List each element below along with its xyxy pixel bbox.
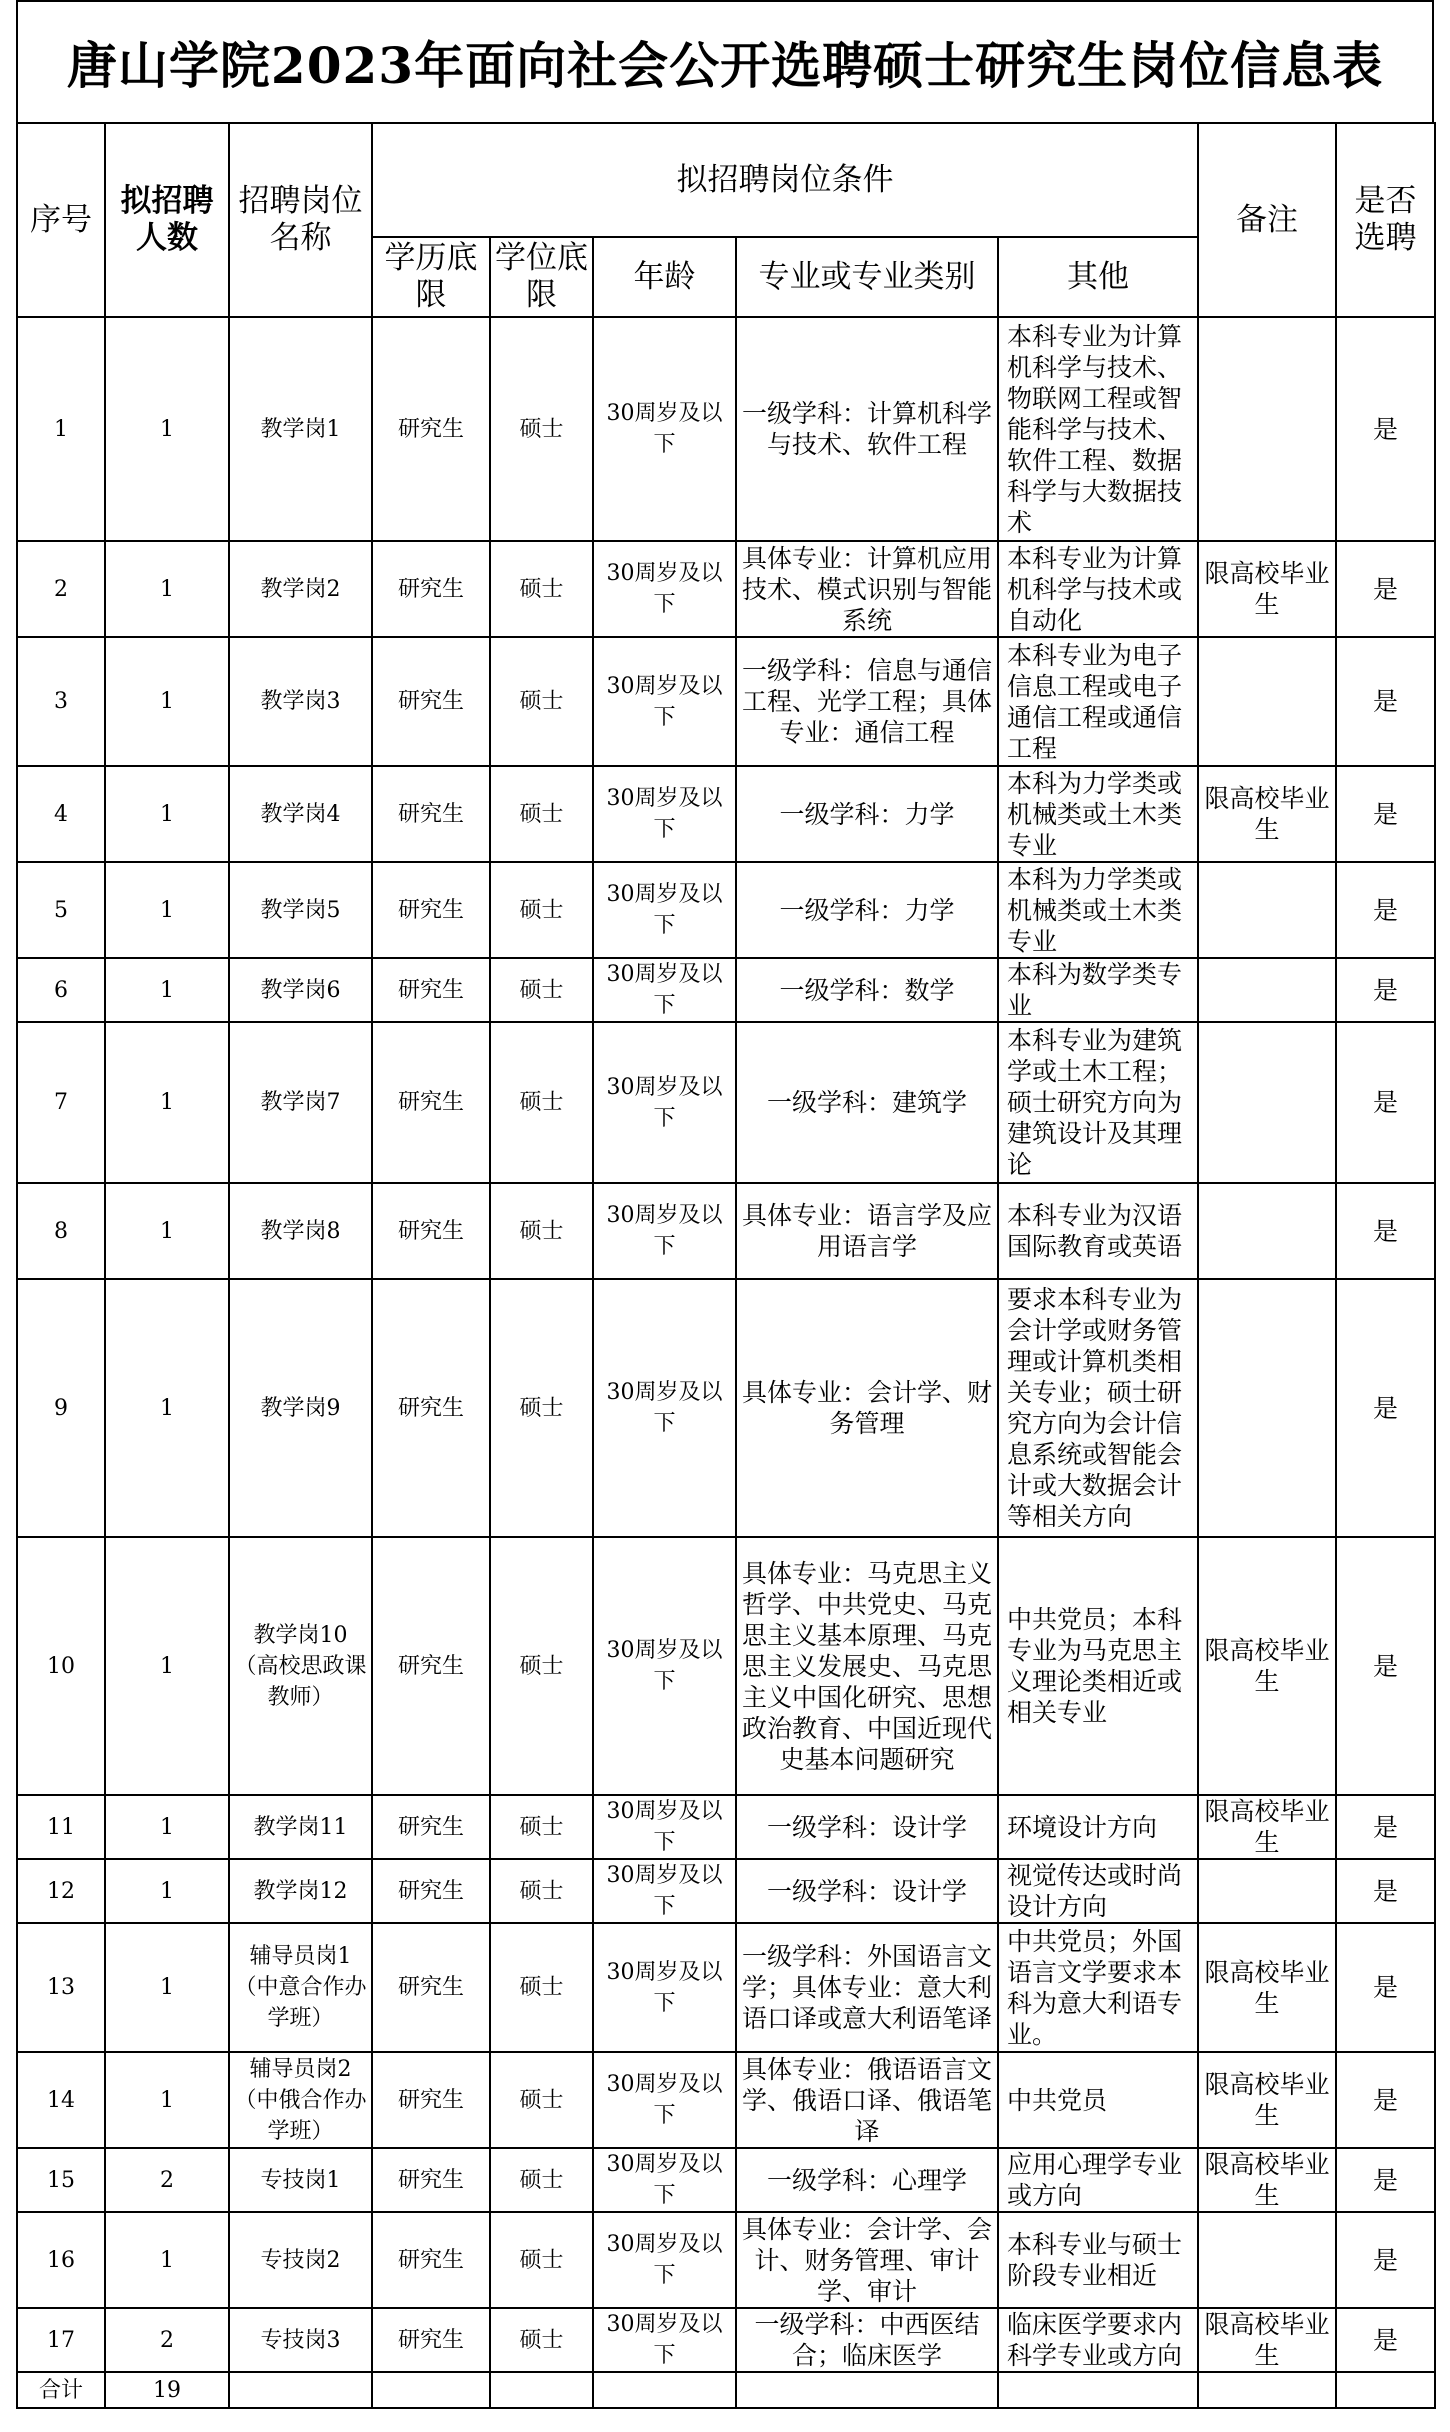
row-selected: 是 [1336,1537,1435,1795]
row-other: 应用心理学专业或方向 [998,2148,1198,2212]
row-seq: 9 [17,1279,105,1537]
row-count: 1 [105,1183,229,1279]
row-other: 本科专业为建筑学或土木工程；硕士研究方向为建筑设计及其理论 [998,1022,1198,1183]
row-remarks: 限高校毕业生 [1198,766,1336,862]
row-position: 专技岗2 [229,2212,372,2308]
table-row [17,2052,1435,2148]
row-degree: 硕士 [490,1183,593,1279]
row-seq: 14 [17,2052,105,2148]
table-row [17,1022,1435,1183]
row-education: 研究生 [372,2308,490,2372]
row-position: 教学岗10（高校思政课教师） [229,1537,372,1795]
row-age: 30周岁及以下 [593,958,736,1022]
row-degree: 硕士 [490,1022,593,1183]
row-position: 教学岗6 [229,958,372,1022]
row-age: 30周岁及以下 [593,1795,736,1859]
row-major: 具体专业：会计学、会计、财务管理、审计学、审计 [736,2212,998,2308]
header-remarks: 备注 [1198,123,1336,317]
row-position: 教学岗5 [229,862,372,958]
row-education: 研究生 [372,862,490,958]
row-remarks: 限高校毕业生 [1198,2308,1336,2372]
row-count: 1 [105,1279,229,1537]
row-remarks: 限高校毕业生 [1198,1795,1336,1859]
page-title: 唐山学院2023年面向社会公开选聘硕士研究生岗位信息表 [16,0,1434,122]
table-row [17,958,1435,1022]
row-degree: 硕士 [490,1279,593,1537]
row-other: 本科专业为计算机科学与技术或自动化 [998,541,1198,637]
row-degree: 硕士 [490,1923,593,2052]
table-row [17,2148,1435,2212]
row-other: 本科为力学类或机械类或土木类专业 [998,766,1198,862]
row-major: 具体专业：俄语语言文学、俄语口译、俄语笔译 [736,2052,998,2148]
row-selected: 是 [1336,2308,1435,2372]
row-remarks [1198,958,1336,1022]
row-age: 30周岁及以下 [593,2212,736,2308]
row-education: 研究生 [372,1923,490,2052]
row-remarks: 限高校毕业生 [1198,2148,1336,2212]
row-other: 中共党员 [998,2052,1198,2148]
row-age: 30周岁及以下 [593,1022,736,1183]
row-selected: 是 [1336,2212,1435,2308]
row-seq: 8 [17,1183,105,1279]
row-age: 30周岁及以下 [593,1279,736,1537]
row-count: 1 [105,1537,229,1795]
row-seq: 17 [17,2308,105,2372]
row-age: 30周岁及以下 [593,766,736,862]
header-seq: 序号 [17,123,105,317]
row-other: 本科为力学类或机械类或土木类专业 [998,862,1198,958]
row-education: 研究生 [372,1279,490,1537]
row-count: 1 [105,541,229,637]
row-remarks [1198,1859,1336,1923]
row-remarks: 限高校毕业生 [1198,1537,1336,1795]
position-info-sheet [16,0,1434,2409]
row-education: 研究生 [372,317,490,541]
row-major: 一级学科：心理学 [736,2148,998,2212]
row-count: 1 [105,1022,229,1183]
row-degree: 硕士 [490,2148,593,2212]
row-degree: 硕士 [490,1859,593,1923]
row-age: 30周岁及以下 [593,1923,736,2052]
row-age: 30周岁及以下 [593,2308,736,2372]
header-education: 学历底限 [372,237,490,317]
row-major: 具体专业：计算机应用技术、模式识别与智能系统 [736,541,998,637]
row-major: 具体专业：会计学、财务管理 [736,1279,998,1537]
row-other: 环境设计方向 [998,1795,1198,1859]
row-selected: 是 [1336,1923,1435,2052]
table-row [17,1279,1435,1537]
total-empty [736,2372,998,2408]
row-selected: 是 [1336,1183,1435,1279]
total-empty [490,2372,593,2408]
row-selected: 是 [1336,2148,1435,2212]
table-row [17,2308,1435,2372]
row-position: 教学岗1 [229,317,372,541]
positions-table [16,122,1436,2409]
row-position: 教学岗4 [229,766,372,862]
header-count: 拟招聘人数 [105,123,229,317]
row-degree: 硕士 [490,2212,593,2308]
row-position: 教学岗7 [229,1022,372,1183]
row-position: 专技岗3 [229,2308,372,2372]
row-count: 1 [105,317,229,541]
row-position: 教学岗9 [229,1279,372,1537]
row-age: 30周岁及以下 [593,862,736,958]
total-count: 19 [105,2372,229,2408]
row-major: 一级学科：设计学 [736,1859,998,1923]
header-position: 招聘岗位名称 [229,123,372,317]
row-age: 30周岁及以下 [593,637,736,766]
row-major: 一级学科：信息与通信工程、光学工程；具体专业：通信工程 [736,637,998,766]
row-other: 要求本科专业为会计学或财务管理或计算机类相关专业；硕士研究方向为会计信息系统或智能会计或大数据会计等相关方向 [998,1279,1198,1537]
table-row [17,766,1435,862]
row-education: 研究生 [372,1795,490,1859]
row-other: 视觉传达或时尚设计方向 [998,1859,1198,1923]
row-position: 教学岗8 [229,1183,372,1279]
row-selected: 是 [1336,2052,1435,2148]
row-selected: 是 [1336,1795,1435,1859]
row-seq: 15 [17,2148,105,2212]
row-selected: 是 [1336,317,1435,541]
row-seq: 3 [17,637,105,766]
row-selected: 是 [1336,1022,1435,1183]
row-degree: 硕士 [490,862,593,958]
row-education: 研究生 [372,2212,490,2308]
row-age: 30周岁及以下 [593,541,736,637]
row-other: 本科专业为计算机科学与技术、物联网工程或智能科学与技术、软件工程、数据科学与大数据技术 [998,317,1198,541]
table-row [17,637,1435,766]
table-row [17,1923,1435,2052]
row-other: 中共党员；本科专业为马克思主义理论类相近或相关专业 [998,1537,1198,1795]
row-remarks [1198,1022,1336,1183]
row-remarks [1198,637,1336,766]
row-major: 一级学科：数学 [736,958,998,1022]
row-degree: 硕士 [490,958,593,1022]
row-major: 一级学科：力学 [736,862,998,958]
row-selected: 是 [1336,1859,1435,1923]
header-major: 专业或专业类别 [736,237,998,317]
row-education: 研究生 [372,2148,490,2212]
row-major: 一级学科：计算机科学与技术、软件工程 [736,317,998,541]
table-row [17,317,1435,541]
row-remarks [1198,317,1336,541]
row-age: 30周岁及以下 [593,2148,736,2212]
row-count: 1 [105,862,229,958]
row-major: 具体专业：语言学及应用语言学 [736,1183,998,1279]
row-other: 中共党员；外国语言文学要求本科为意大利语专业。 [998,1923,1198,2052]
row-major: 一级学科：力学 [736,766,998,862]
row-count: 1 [105,1795,229,1859]
row-seq: 7 [17,1022,105,1183]
total-empty [1198,2372,1336,2408]
row-count: 2 [105,2308,229,2372]
row-count: 1 [105,2212,229,2308]
row-remarks [1198,862,1336,958]
row-position: 辅导员岗2（中俄合作办学班） [229,2052,372,2148]
total-label: 合计 [17,2372,105,2408]
row-degree: 硕士 [490,1537,593,1795]
row-major: 一级学科：设计学 [736,1795,998,1859]
row-education: 研究生 [372,766,490,862]
row-age: 30周岁及以下 [593,2052,736,2148]
row-education: 研究生 [372,1537,490,1795]
row-seq: 1 [17,317,105,541]
row-selected: 是 [1336,766,1435,862]
row-other: 本科专业与硕士阶段专业相近 [998,2212,1198,2308]
row-count: 1 [105,1923,229,2052]
row-seq: 13 [17,1923,105,2052]
header-degree: 学位底限 [490,237,593,317]
row-degree: 硕士 [490,2052,593,2148]
row-degree: 硕士 [490,317,593,541]
row-selected: 是 [1336,541,1435,637]
row-count: 1 [105,637,229,766]
row-position: 专技岗1 [229,2148,372,2212]
table-row [17,1537,1435,1795]
row-position: 教学岗12 [229,1859,372,1923]
row-age: 30周岁及以下 [593,1183,736,1279]
row-other: 临床医学要求内科学专业或方向 [998,2308,1198,2372]
row-age: 30周岁及以下 [593,1859,736,1923]
row-remarks [1198,1183,1336,1279]
row-other: 本科为数学类专业 [998,958,1198,1022]
row-remarks: 限高校毕业生 [1198,541,1336,637]
row-count: 1 [105,1859,229,1923]
row-seq: 10 [17,1537,105,1795]
total-empty [229,2372,372,2408]
row-seq: 11 [17,1795,105,1859]
row-degree: 硕士 [490,766,593,862]
row-seq: 16 [17,2212,105,2308]
row-education: 研究生 [372,1859,490,1923]
row-education: 研究生 [372,2052,490,2148]
row-selected: 是 [1336,1279,1435,1537]
total-empty [1336,2372,1435,2408]
row-position: 教学岗11 [229,1795,372,1859]
row-degree: 硕士 [490,637,593,766]
row-major: 一级学科：外国语言文学；具体专业：意大利语口译或意大利语笔译 [736,1923,998,2052]
total-empty [998,2372,1198,2408]
row-major: 具体专业：马克思主义哲学、中共党史、马克思主义基本原理、马克思主义发展史、马克思主义中国化研究、思想政治教育、中国近现代史基本问题研究 [736,1537,998,1795]
header-age: 年龄 [593,237,736,317]
row-selected: 是 [1336,958,1435,1022]
total-empty [372,2372,490,2408]
row-education: 研究生 [372,958,490,1022]
row-education: 研究生 [372,1022,490,1183]
row-other: 本科专业为电子信息工程或电子通信工程或通信工程 [998,637,1198,766]
row-other: 本科专业为汉语国际教育或英语 [998,1183,1198,1279]
row-degree: 硕士 [490,2308,593,2372]
header-conditions: 拟招聘岗位条件 [372,123,1198,237]
row-seq: 5 [17,862,105,958]
row-selected: 是 [1336,637,1435,766]
row-count: 2 [105,2148,229,2212]
row-education: 研究生 [372,1183,490,1279]
row-major: 一级学科：中西医结合；临床医学 [736,2308,998,2372]
row-seq: 4 [17,766,105,862]
row-remarks [1198,2212,1336,2308]
row-seq: 2 [17,541,105,637]
row-remarks: 限高校毕业生 [1198,2052,1336,2148]
row-count: 1 [105,2052,229,2148]
row-age: 30周岁及以下 [593,317,736,541]
row-education: 研究生 [372,541,490,637]
row-degree: 硕士 [490,541,593,637]
header-selected: 是否选聘 [1336,123,1435,317]
row-education: 研究生 [372,637,490,766]
table-row [17,862,1435,958]
row-position: 教学岗3 [229,637,372,766]
row-remarks [1198,1279,1336,1537]
total-row [17,2372,1435,2408]
table-row [17,541,1435,637]
row-age: 30周岁及以下 [593,1537,736,1795]
table-row [17,1183,1435,1279]
table-row [17,1859,1435,1923]
table-body [17,317,1435,2372]
table-row [17,2212,1435,2308]
row-degree: 硕士 [490,1795,593,1859]
row-position: 辅导员岗1（中意合作办学班） [229,1923,372,2052]
header-other: 其他 [998,237,1198,317]
row-position: 教学岗2 [229,541,372,637]
row-seq: 12 [17,1859,105,1923]
row-major: 一级学科：建筑学 [736,1022,998,1183]
row-seq: 6 [17,958,105,1022]
table-row [17,1795,1435,1859]
row-count: 1 [105,958,229,1022]
row-count: 1 [105,766,229,862]
row-remarks: 限高校毕业生 [1198,1923,1336,2052]
total-empty [593,2372,736,2408]
row-selected: 是 [1336,862,1435,958]
